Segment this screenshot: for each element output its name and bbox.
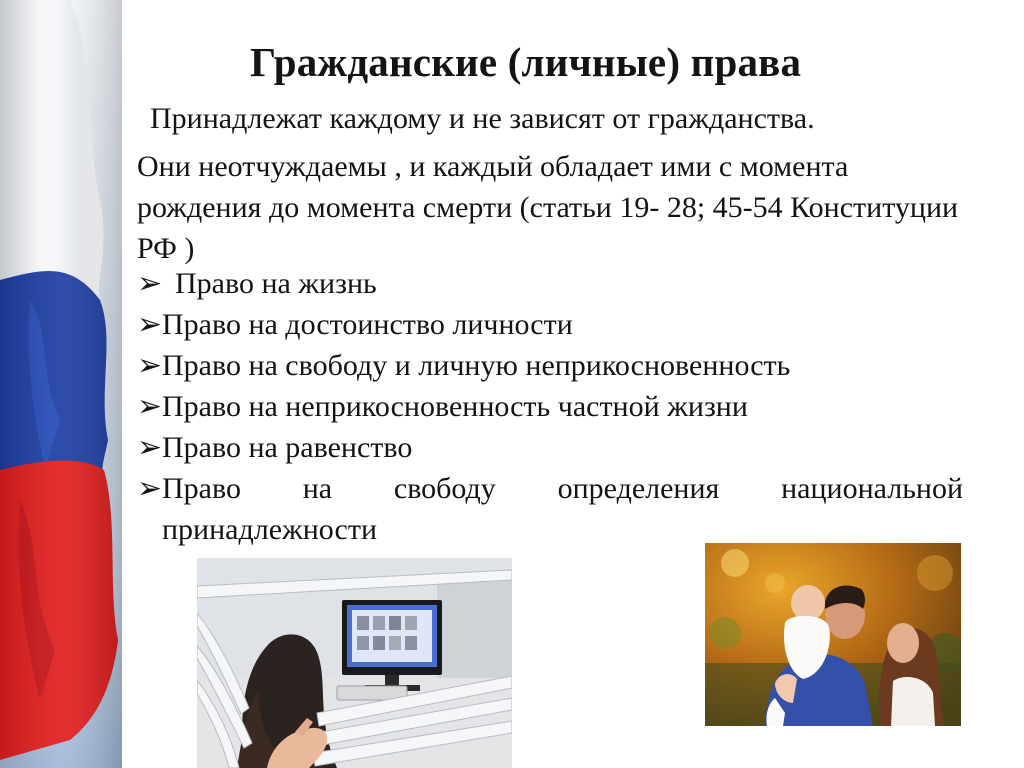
slide-title: Гражданские (личные) права [250,39,802,85]
right-label: Право на достоинство личности [162,308,573,341]
arrow-bullet-icon: ➢ [137,472,163,505]
right-item-freedom [137,345,963,386]
right-item-life [137,263,963,304]
arrow-bullet-icon: ➢ [137,308,163,341]
office-privacy-photo [197,558,512,768]
description-text: Они неотчуждаемы , и каждый обладает ими с момента рождения до момента смерти (статьи 19- 28; 45-54 Конституции РФ ) [137,150,959,265]
right-item-equality [137,427,963,468]
right-label: Право на жизнь [175,267,377,300]
rights-list [137,263,963,550]
right-label: Право на равенство [162,431,413,464]
russian-flag-image [0,0,122,768]
right-label: Право на неприкосновенность частной жизни [162,390,748,423]
right-label: Право на свободу и личную неприкосновенность [162,349,791,382]
right-item-privacy [137,386,963,427]
family-photo [705,543,961,726]
right-item-nationality [137,468,963,550]
arrow-bullet-icon: ➢ [137,349,163,382]
arrow-bullet-icon: ➢ [137,390,163,423]
arrow-bullet-icon: ➢ [137,267,163,300]
intro-text: Принадлежат каждому и не зависят от гражданства. [150,102,815,135]
right-item-dignity [137,304,963,345]
arrow-bullet-icon: ➢ [137,431,163,464]
right-label: Право на свободу определения национальной принадлежности [162,472,963,546]
